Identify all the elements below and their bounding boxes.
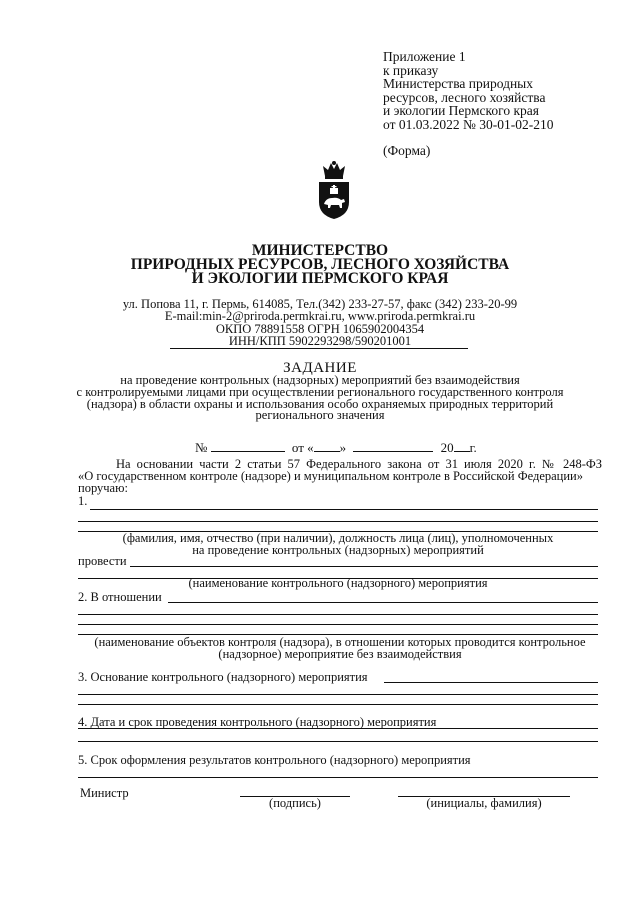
day-field[interactable] [314,441,340,452]
ministry-contacts [0,298,640,347]
year-prefix: 20 [440,440,454,455]
item1-label: 1. [78,494,88,508]
year-field[interactable] [454,441,470,452]
contacts-inn: ИНН/КПП 5902293298/590201001 [228,333,412,348]
appendix-line: и экологии Пермского края [383,103,539,118]
item2-caption-line: (наименование объектов контроля (надзора), в отношении которых проводится контрольное [94,635,586,649]
date-quote-close: » [339,440,347,455]
item3-field-line-1[interactable] [384,682,598,683]
item2-field-line-3[interactable] [78,624,598,625]
item1-caption [78,532,598,556]
task-subtitle [70,375,570,422]
date-from-label: от « [291,440,314,455]
month-field[interactable] [353,441,433,452]
item4-field-line-1[interactable] [78,728,598,729]
task-subtitle-line: регионального значения [255,408,385,423]
signature-role: Министр [80,786,129,800]
appendix-line: к приказу [383,62,439,78]
item2-field-line-1[interactable] [168,602,598,603]
number-sign: № [195,440,208,455]
item3-label: 3. Основание контрольного (надзорного) мероприятия [78,670,368,684]
task-number-date [195,440,477,456]
ministry-title-line: ПРИРОДНЫХ РЕСУРСОВ, ЛЕСНОГО ХОЗЯЙСТВА [130,256,510,273]
number-field[interactable] [211,441,285,452]
item3-field-line-2[interactable] [78,694,598,695]
ministry-title-line: МИНИСТЕРСТВО [251,242,389,259]
signature-caption: (подпись) [269,796,321,810]
name-caption: (инициалы, фамилия) [426,796,542,810]
conduct-label: провести [78,554,127,568]
basis-line: «О государственном контроле (надзоре) и муниципальном контроле в Российской Федерации» [78,469,583,483]
contacts-email: E-mail:min-2@priroda.permkrai.ru, www.priroda.permkrai.ru [164,309,476,324]
item2-field-line-2[interactable] [78,614,598,615]
item4-label: 4. Дата и срок проведения контрольного (надзорного) мероприятия [78,715,437,729]
item1-caption-line: на проведение контрольных (надзорных) мероприятий [192,543,484,557]
appendix-line: ресурсов, лесного хозяйства [383,89,546,105]
item4-field-line-2[interactable] [78,741,598,742]
contacts-divider [170,348,468,349]
basis-line: На основании части 2 статьи 57 Федерального закона от 31 июля 2020 г. № 248-ФЗ [116,457,602,471]
appendix-line: Министерства природных [383,76,533,91]
item3-field-line-3[interactable] [78,704,598,705]
contacts-address: ул. Попова 11, г. Пермь, 614085, Тел.(342) 233-27-57, факс (342) 233-20-99 [122,297,518,311]
item5-field-line[interactable] [78,777,598,778]
basis-paragraph [78,458,602,494]
item2-caption [78,636,602,660]
appendix-line: от 01.03.2022 № 30-01-02-210 [383,116,554,132]
form-label: (Форма) [383,143,431,158]
conduct-field-line-1[interactable] [130,566,598,567]
task-subtitle-line: на проведение контрольных (надзорных) мероприятий без взаимодействия [120,373,520,387]
item1-caption-line: (фамилия, имя, отчество (при наличии), должность лица (лиц), уполномоченных [122,531,554,545]
ministry-title-line: И ЭКОЛОГИИ ПЕРМСКОГО КРАЯ [191,270,449,287]
item2-label: 2. В отношении [78,590,162,604]
conduct-caption: (наименование контрольного (надзорного) мероприятия [188,576,488,590]
item5-label: 5. Срок оформления результатов контрольного (надзорного) мероприятия [78,753,471,767]
task-subtitle-line: с контролируемыми лицами при осуществлении регионального государственного контроля [76,384,564,399]
contacts-okpo: ОКПО 78891558 ОГРН 1065902004354 [215,321,425,336]
task-title: ЗАДАНИЕ [283,360,357,376]
item1-field-line-1[interactable] [90,509,598,510]
year-suffix: г. [469,440,477,455]
item1-field-line-2[interactable] [78,521,598,522]
basis-line: поручаю: [78,481,128,495]
appendix-header [383,50,553,131]
item2-caption-line: (надзорное) мероприятие без взаимодействия [218,647,462,661]
task-subtitle-line: (надзора) в области охраны и использования особо охраняемых природных территорий [86,396,554,411]
ministry-title [0,244,640,286]
coat-of-arms-icon [316,160,352,220]
appendix-line: Приложение 1 [383,49,466,64]
